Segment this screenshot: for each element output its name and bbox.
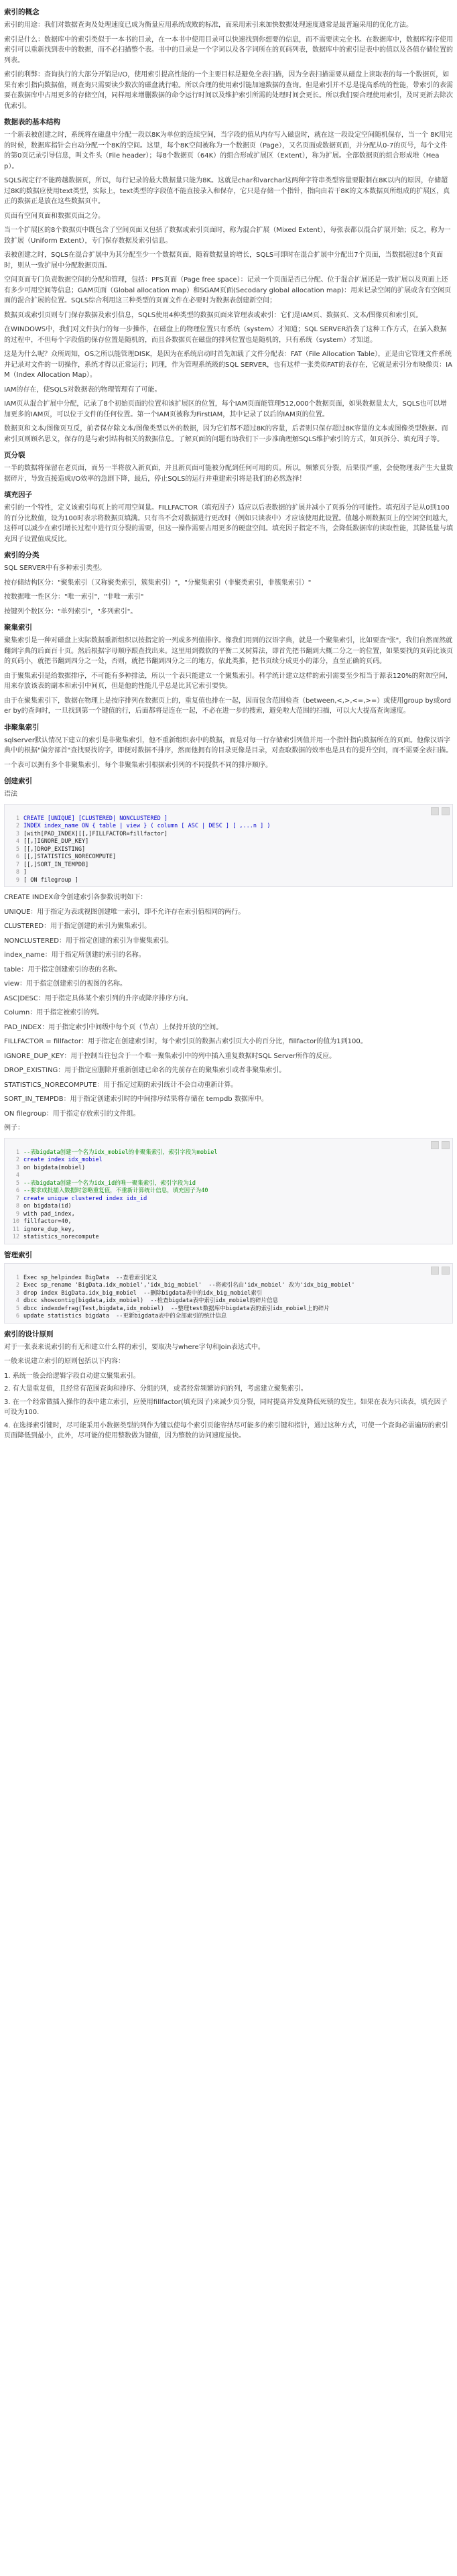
param-description: CREATE INDEX命令创建索引各参数说明如下： [4,894,147,901]
code-line: 5 --表bigdata创建一个名为idx_id的唯一聚集索引，索引字段为id [15,1179,196,1187]
code-line: 8 on bigdata(id) [15,1203,72,1210]
paragraph: 一个表可以拥有多个非聚集索引，每个非聚集索引根据索引列的不同提供不同的排序顺序。 [4,761,272,769]
code-toolbar [5,807,452,815]
paragraph: 索引的利弊：查询执行的大部分开销是I/O，使用索引提高性能的一个主要目标是避免全表扫描，因为全表扫描需要从磁盘上读取表的每一个数据页，如果有索引指向数据值，则查询只需要读少数次的磁盘就行啦。所以合理的使用索引能加速数据的查询。但是索引并不总是提高系统的性能，带索引的表需要在数据库中占用更多的存储空间，同样用来增删数据的命令运行时间以及维护索引所需的处理时间会更长。所以我们要合理使用索引，及时更新去除次优索引。 [4,71,453,110]
section-heading-page-split: 页分裂 [4,451,25,459]
section-heading-clustered: 聚集索引 [4,624,32,632]
manage-code-block [4,1263,453,1324]
code-line: 1 Exec sp_helpindex BigData --查看索引定义 [15,1274,157,1281]
code-line: 3 drop index BigData.idx_big_mobiel --删除bigdata表中的idx_big_mobiel索引 [15,1289,263,1297]
code-line: 10 fillfactor=40, [12,1218,72,1225]
paragraph: 这是为什么呢？众所周知，OS之所以能管理DISK，是因为在系统启动时首先加载了文件分配表：FAT（File Allocation Table），正是由它管理文件系统并记录对文件的一切操作，系统才得以正常运行；同理，作为管理系统级的SQL SERVER，也有这样一张类似FAT的表存在，它就是索引分布映像页：IAM（Index Allocation Map）。 [4,351,452,379]
paragraph: 一般来说建立索引的原则包括以下内容： [4,1358,125,1365]
param-description: index_name：用于指定所创建的索引的名称。 [4,951,145,959]
code-line: 4 [[,]IGNORE_DUP_KEY] [15,838,89,845]
param-description: CLUSTERED：用于指定创建的索引为聚集索引。 [4,923,151,930]
example-label: 例子： [4,1124,24,1132]
design-principles-list [4,1371,453,1442]
copy-code-icon[interactable] [431,1141,439,1149]
paragraph: 索引的用途：我们对数据查询及处理速度已成为衡量应用系统成败的标准，而采用索引来加快数据处理速度通常是最普遍采用的优化方法。 [4,21,413,29]
param-description: NONCLUSTERED：用于指定创建的索引为非聚集索引。 [4,937,173,945]
paragraph: 聚集索引是一种对磁盘上实际数据重新组织以按指定的一列或多列值排序。像我们用到的汉语字典，就是一个聚集索引，比如要查"张"，我们自然而然就翻到字典的后面百十页。然后根据字母顺序跟查找出来。这里用到微软的平衡二叉树算法，即首先把书翻到大概二分之一的位置，如果要找的页码比该页的页码小，就把书翻到四分之一处，否则，就把书翻到四分之三的地方，依此类推，把书页续分成更小的部分，直至正确的页码。 [4,637,453,665]
list-item: 1. 系统一般会给逻辑字段自动建立聚集索引。 [4,1372,140,1380]
param-description: ON filegroup：用于指定存放索引的文件组。 [4,1110,140,1118]
section-heading-create-index: 创建索引 [4,777,32,785]
code-line: 8 ] [15,869,27,876]
paragraph: 空间页面专门负责数据空间的分配和管理，包括：PFS页面（Page free space）：记录一个页面是否已分配、位于混合扩展还是一致扩展以及页面上还有多少可用空间等信息；GAM页面（Global allocation map）和SGAM页面(Secodary global allocation map)：用来记录空闲的扩展或含有空闲页面的混合扩展的位置。SQLS综合利用这三种类型的页面文件在必要时为数据表创建新空间； [4,276,452,304]
paragraph: 一半的数据将保留在老页面，而另一半将放入新页面，并且新页面可能被分配到任何可用的页。所以，频繁页分裂，后果很严重，会使物理表产生大量数据碎片，导致直接造成I/O效率的急剧下降，最后，停止SQLS的运行并重建索引将是我们的必然选择！ [4,465,453,483]
list-item: 3. 在一个经常做插入操作的表中建立索引，应使用fillfactor(填充因子)来减少页分裂，同时提高并发度降低死锁的发生。如果在表为只读表，填充因子可设为100. [4,1398,448,1416]
paragraph: 当一个扩展区的8个数据页中既包含了空间页面又包括了数据或索引页面时，称为混合扩展（Mixed Extent），每张表都以混合扩展开始；反之，称为一致扩展（Uniform Extent），专门保存数据及索引信息。 [4,227,451,245]
param-description: SORT_IN_TEMPDB：用于指定创建索引时的中间排序结果将存储在 tempdb 数据库中。 [4,1096,268,1103]
code-line: 1 CREATE [UNIQUE] [CLUSTERED| NONCLUSTERED ] [15,815,168,822]
paragraph: 索引的一个特性，定义该索引每页上的可用空间量。FILLFACTOR（填充因子）适应以后表数据的扩展并减小了页拆分的可能性。填充因子是从0到100的百分比数值，设为100时表示将数据页填满。只有当不会对数据进行更改时（例如只读表中）才应该使用此设置。值越小则数据页上的空闲空间越大，这样可以减少在索引增长过程中进行页分裂的需要，但这一操作需要占用更多的硬盘空间。填充因子指定不当，会降低数据库的读取性能，其降低量与填充因子设置值成反比。 [4,504,453,543]
paragraph: 按存储结构区分："聚集索引（又称聚类索引，簇集索引）"，"分聚集索引（非聚类索引，非簇集索引）" [4,579,312,587]
section-heading-fill-factor: 填充因子 [4,491,32,499]
syntax-code-block [4,804,453,888]
code-line: 7 create unique clustered index idx_id [15,1195,147,1202]
code-line: 4 [15,1172,19,1179]
param-description: PAD_INDEX：用于指定索引中间级中每个页（节点）上保持开放的空间。 [4,1023,223,1031]
copy-code-icon[interactable] [431,807,439,815]
param-description: DROP_EXISTING：用于指定应删除并重新创建已命名的先前存在的聚集索引或者非聚集索引。 [4,1067,286,1074]
list-item: 4. 在选择索引键时，尽可能采用小数据类型的列作为键以使每个索引页能容纳尽可能多的索引键和指针，通过这种方式，可使一个查询必需遍历的索引页面降低到最小，此外，尽可能的使用整数做为键值，因为整数的访问速度最快。 [4,1421,448,1440]
list-item: 2. 有大量重复值，且经常有范围查询和排序、分组的列，或者经常频繁访问的列，考虑建立聚集索引。 [4,1385,308,1393]
code-line: 5 dbcc indexdefrag(Test,bigdata,idx_mobiel) --整理test数据库中bigdata表的索引idx_mobiel上的碎片 [15,1305,330,1312]
example-code-block [4,1138,453,1244]
paragraph: IAM的存在，使SQLS对数据表的物理管理有了可能。 [4,386,161,394]
paragraph: 页面有空间页面和数据页面之分。 [4,212,105,220]
section-heading-nonclustered: 非聚集索引 [4,723,40,731]
param-description: FILLFACTOR = fillfactor：用于指定在创建索引时，每个索引页的数据占索引页大小的百分比，fillfactor的值为1到100。 [4,1038,367,1045]
code-line: 3 on bigdata(mobiel) [15,1164,86,1171]
copy-code-icon[interactable] [431,1267,439,1275]
code-line: 6 [[,]STATISTICS_NORECOMPUTE] [15,854,117,860]
code-line: 11 ignore_dup_key, [12,1226,75,1233]
view-source-icon[interactable] [442,1267,450,1275]
paragraph: SQLS规定行不能跨越数据页，所以，每行记录的最大数据量只能为8K。这就是char和varchar这两种字符串类型容量要限制在8K以内的原因，存储超过8K的数据应使用text类型，实际上，text类型的字段值不能直接录入和保存，它只是存储一个指针，指向由若干8K的文本数据页所组成的扩展区，真正的数据正是放在这些数据页中。 [4,177,450,205]
paragraph: 按数据唯一性区分："唯一索引"，"非唯一索引" [4,593,144,601]
code-line: 4 dbcc showcontig(bigdata,idx_mobiel) --检查bigdata表中索引idx_mobiel的碎片信息 [15,1297,279,1304]
paragraph: 由于在聚集索引下，数据在物理上是按序排列在数据页上的，重复值也排在一起，因而包含范围检查（between,<,>,<=,>=）或使用group by或order by的查询时，一旦找到第一个键值的行，后面都将是连在一起，不必在进一步的搜索，避免啦大范围的扫描，可以大大提高查询速度。 [4,697,452,715]
param-description: table：用于指定创建索引的表的名称。 [4,965,122,974]
code-line: 12 statistics_norecompute [12,1234,99,1240]
param-description: STATISTICS_NORECOMPUTE：用于指定过期的索引统计不会自动重新计算。 [4,1081,238,1089]
paragraph: sqlserver默认情况下建立的索引是非聚集索引，他不重新组织表中的数据，而是对每一行存储索引列值并用一个指针指向数据所在的页面。他像汉语字典中的根据"偏旁部首"查找要找的字，即便对数据不排序，然而他拥有的目录更像是目录，对查取数据的效率也是具有的提升空间，而不需要全表扫描。 [4,736,453,754]
section-heading-manage-index: 管理索引 [4,1250,32,1259]
view-source-icon[interactable] [442,807,450,815]
code-line: 2 Exec sp_rename 'BigData.idx_mobiel','idx_big_mobiel' --将索引名由'idx_mobiel' 改为'idx_big_mobiel' [15,1282,355,1289]
paragraph: 表被创建之时，SQLS在混合扩展中为其分配至少一个数据页面，随着数据量的增长，SQLS可即时在混合扩展中分配出7个页面，当数据超过8个页面时，则从一致扩展中分配数据页面。 [4,251,443,270]
param-description: ASC|DESC：用于指定具体某个索引列的升序或降序排序方向。 [4,994,192,1002]
paragraph: 对于一张表来说索引的有无和建立什么样的索引，要取决与where字句和Join表达式中。 [4,1343,265,1351]
code-toolbar [5,1266,452,1275]
code-line: 1 --表bigdata创建一个名为idx_mobiel的非聚集索引，索引字段为mobiel [15,1149,218,1156]
code-toolbar [5,1140,452,1149]
code-line: 9 [ ON filegroup ] [15,876,78,884]
paragraph: 数据页或索引页则专门保存数据及索引信息，SQLS使用4种类型的数据页面来管理表或索引：它们是IAM页、数据页、文本/图像页和索引页。 [4,311,423,319]
section-heading-concept: 索引的概念 [4,8,40,16]
section-heading-design-principles: 索引的设计原则 [4,1330,54,1338]
param-description: IGNORE_DUP_KEY：用于控制当往包含于一个唯一聚集索引中的列中插入重复数据时SQL Server所作的反应。 [4,1052,336,1060]
paragraph: 索引是什么：数据库中的索引类似于一本书的目录，在一本书中使用目录可以快速找到你想要的信息，而不需要读完全书。在数据库中，数据库程序使用索引可以重新找到表中的数据，而不必扫描整个表。书中的目录是一个字词以及各字词所在的页码列表，数据库中的索引是表中的值以及各值存储位置的列表。 [4,36,453,64]
code-line: 6 --要求成批插入数据时忽略重复值，不重新计算统计信息，填充因子为40 [15,1187,208,1194]
param-description: UNIQUE：用于指定为表或视图创建唯一索引，即不允许存在索引值相同的两行。 [4,908,245,916]
code-line: 7 [[,]SORT_IN_TEMPDB] [15,861,89,868]
paragraph: 语法 [4,791,17,798]
paragraph: SQL SERVER中有多种索引类型。 [4,565,107,572]
param-description: view：用于指定创建索引的视图的名称。 [4,980,127,988]
code-line: 5 [[,]DROP_EXISTING] [15,845,86,853]
section-heading-table-structure: 数据表的基本结构 [4,118,60,126]
paragraph: 按键列个数区分："单列索引"，"多列索引"。 [4,607,137,616]
view-source-icon[interactable] [442,1141,450,1149]
code-line: 2 INDEX index_name ON { table | view } ( column [ ASC | DESC ] [ ,...n ] ) [15,823,271,829]
paragraph: 由于聚集索引是给数据排序，不可能有多种排法，所以一个表只能建立一个聚集索引。科学统计建立这样的索引需要至少相当于源表120%的附加空间，用来存放该表的副本和索引中间页，但是他的性能几乎总是比其它索引要快。 [4,672,452,690]
section-heading-index-types: 索引的分类 [4,551,40,559]
param-description: Column：用于指定被索引的列。 [4,1009,104,1016]
code-line: 6 update statistics bigdata --更新bigdata表中的全部索引的统计信息 [15,1313,227,1320]
paragraph: IAM页从混合扩展中分配，记录了8个初始页面的位置和该扩展区的位置，每个IAM页面能管理512,000个数据页面，如果数据量太大，SQLS也可以增加更多的IAM页，可以位于文件的任何位置。第一个IAM页被称为FirstIAM，其中记录了以后的IAM页的位置。 [4,400,447,418]
paragraph: 在WINDOWS中，我们对文件执行的每一步操作，在磁盘上的物理位置只有系统（system）才知道；SQL SERVER沿袭了这种工作方式，在插入数据的过程中，不但每个字段值的保存位置是随机的，而且各数据页在磁盘的排列位置也是随机的，只有系统（system）才知道。 [4,326,447,344]
paragraph: 数据页和文本/图像页互反，前者保存除文本/图像类型以外的数据，因为它们都不超过8K的容量，后者则只保存超过8K容量的文本或图像类型数据。而索引页则顾名思义，保存的是与索引结构相关的数据信息。了解页面的问题有助我们下一步准确理解SQLS维护索引的方式，如页拆分、填充因子等。 [4,425,448,443]
paragraph: 一个新表被创建之时，系统将在磁盘中分配一段以8K为单位的连续空间，当字段的值从内存写入磁盘时，就在这一段设定空间随机保存，当一个 8K用完的时候，数据库指针会自动分配一个8K的空间。这里，每个8K空间被称为一个数据页（Page），又名页面或数据页面，并分配从0-7的页号，每个文件的第0页记录引导信息，叫文件头（File header）；每8个数据页（64K）的组合形成扩展区（Extent），称为扩展。全部数据页的组合形成堆（Heap）。 [4,131,453,170]
code-line: 2 create index idx_mobiel [15,1157,103,1163]
code-line: 3 [with[PAD_INDEX][[,]FILLFACTOR=fillfactor] [15,830,168,837]
code-line: 9 with pad_index, [15,1210,75,1218]
